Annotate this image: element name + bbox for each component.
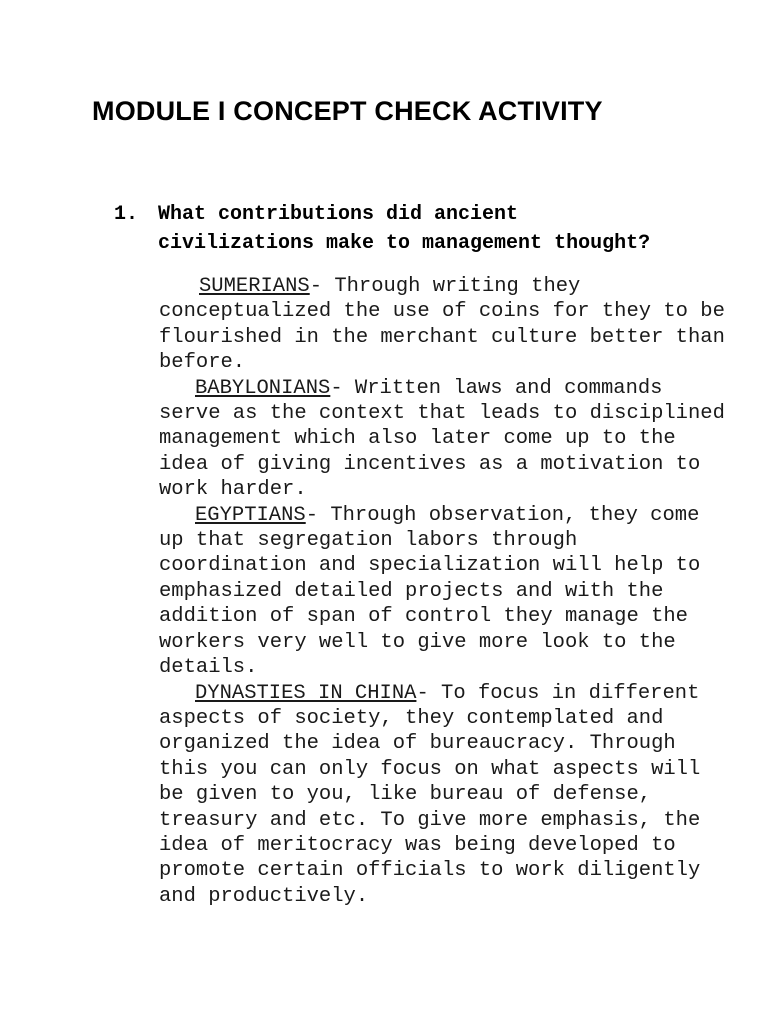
- answer-term: SUMERIANS: [199, 275, 310, 298]
- answer-text: - Through observation, they come up that segregation labors through coordination and specialization will help to emphasized detailed projects and with the addition of span of control they manage the workers very well to give more look to the details.: [159, 503, 701, 680]
- answer-paragraph-babylonians: [159, 376, 739, 503]
- answer-term: EGYPTIANS: [195, 503, 306, 527]
- answer-text: - Through writing they conceptualized the use of coins for they to be flourished in the merchant culture better than before.: [159, 275, 725, 375]
- page-title: MODULE I CONCEPT CHECK ACTIVITY: [92, 96, 603, 126]
- answer-body: [159, 274, 739, 909]
- answer-text: - Written laws and commands serve as the context that leads to disciplined management which also later come up to the idea of giving incentives as a motivation to work harder.: [159, 376, 725, 502]
- answer-term: BABYLONIANS: [195, 376, 331, 400]
- answer-paragraph-china: [159, 681, 739, 910]
- question-number: 1.: [114, 203, 139, 226]
- answer-term: DYNASTIES IN CHINA: [195, 681, 417, 705]
- answer-paragraph-sumerians: [159, 274, 739, 376]
- answer-text: - To focus in different aspects of society, they contemplated and organized the idea of bureaucracy. Through this you can only focus on what aspects will be given to you, like bureau of defense, treasury and etc. To give more emphasis, the idea of meritocracy was being developed to promote certain officials to work diligently and productively.: [159, 681, 701, 908]
- question-text: What contributions did ancient civilizations make to management thought?: [158, 203, 651, 255]
- answer-paragraph-egyptians: [159, 503, 739, 681]
